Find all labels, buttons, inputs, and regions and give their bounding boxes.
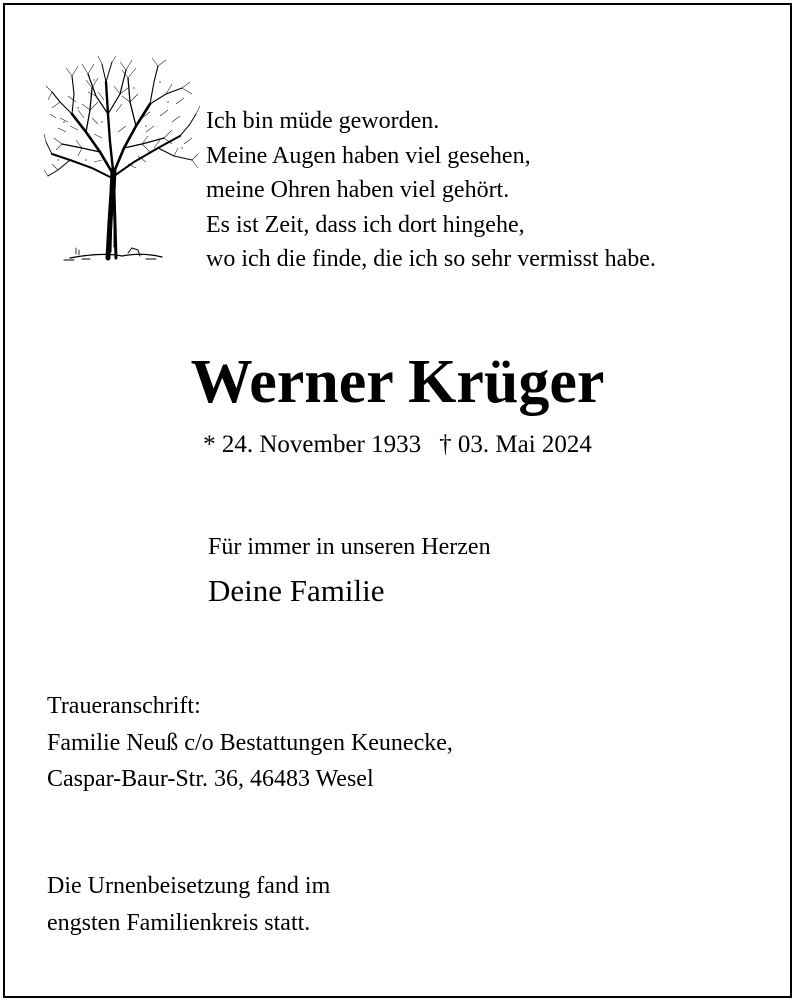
address-line: Caspar-Baur-Str. 36, 46483 Wesel (47, 766, 374, 792)
death-date: † 03. Mai 2024 (439, 431, 592, 458)
poem-line: Es ist Zeit, dass ich dort hingehe, (206, 211, 525, 238)
family-signature: Deine Familie (208, 573, 385, 608)
poem-line: Meine Augen haben viel gesehen, (206, 142, 531, 169)
poem-line: wo ich die finde, die ich so sehr vermisst habe. (206, 246, 656, 272)
poem-line: meine Ohren haben viel gehört. (206, 177, 510, 203)
tree-icon (42, 52, 202, 264)
mourning-address (47, 688, 453, 798)
birth-date: * 24. November 1933 (203, 431, 422, 458)
closing-line: Für immer in unseren Herzen (208, 534, 491, 560)
address-line: Traueranschrift: (47, 693, 201, 719)
deceased-name: Werner Krüger (190, 348, 605, 416)
poem (206, 104, 656, 277)
note-line: engsten Familienkreis statt. (47, 909, 311, 936)
note-line: Die Urnenbeisetzung fand im (47, 873, 331, 899)
life-dates (0, 428, 795, 462)
poem-line: Ich bin müde geworden. (206, 108, 440, 134)
address-line: Familie Neuß c/o Bestattungen Keunecke, (47, 729, 453, 756)
burial-note (47, 868, 330, 941)
